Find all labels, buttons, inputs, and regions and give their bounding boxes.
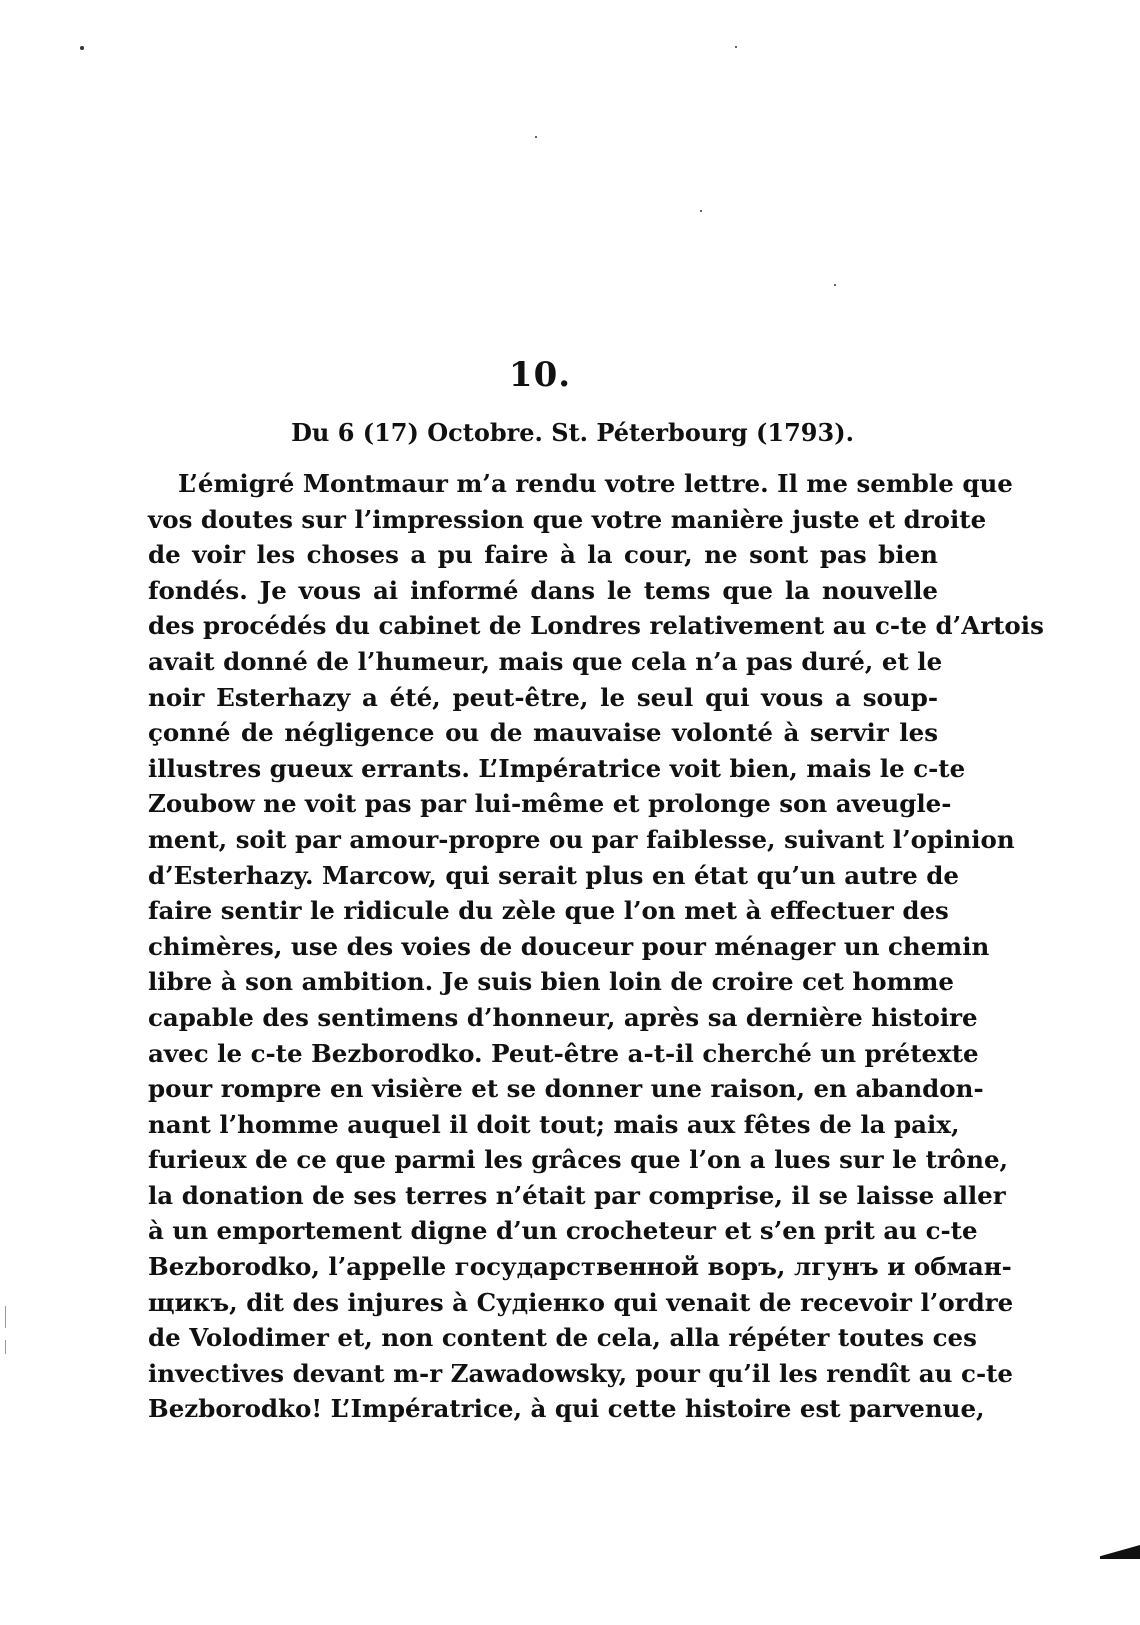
letter-body	[148, 466, 1044, 1427]
body-line: щикъ, dit des injures à Судіенко qui venait de recevoir l’ordre	[148, 1287, 1014, 1317]
body-line: ment, soit par amour-propre ou par faiblesse, suivant l’opinion	[148, 824, 1015, 854]
scan-speck	[700, 210, 702, 212]
body-line: invectives devant m-r Zawadowsky, pour qu’il les rendît au c-te	[148, 1358, 1014, 1388]
body-line: noir Esterhazy a été, peut-être, le seul qui vous a soup-	[148, 682, 938, 712]
body-line: Bezborodko, l’appelle государственной воръ, лгунъ и обман-	[148, 1252, 1012, 1282]
body-line: illustres gueux errants. L’Impératrice voit bien, mais le c-te	[148, 753, 966, 783]
body-line: de voir les choses a pu faire à la cour, ne sont pas bien	[148, 540, 938, 570]
body-line: avec le c-te Bezborodko. Peut-être a-t-il cherché un prétexte	[148, 1038, 979, 1068]
page-corner-mark	[1100, 1545, 1140, 1559]
body-line: des procédés du cabinet de Londres relativement au c-te d’Artois	[148, 611, 1044, 641]
body-line: faire sentir le ridicule du zèle que l’on met à effectuer des	[148, 896, 949, 926]
scan-speck	[80, 46, 84, 50]
margin-mark	[5, 1306, 6, 1328]
body-line: avait donné de l’humeur, mais que cela n’a pas duré, et le	[148, 646, 943, 676]
scan-speck	[535, 136, 537, 138]
body-line: à un emportement digne d’un crocheteur et s’en prit au c-te	[148, 1216, 978, 1246]
scan-speck	[834, 284, 836, 286]
body-line: Bezborodko! L’Impératrice, à qui cette histoire est parvenue,	[148, 1394, 985, 1424]
body-line: Zoubow ne voit pas par lui-même et prolonge son aveugle-	[148, 789, 952, 819]
body-line: chimères, use des voies de douceur pour ménager un chemin	[148, 931, 990, 961]
body-line: capable des sentimens d’honneur, après sa dernière histoire	[148, 1002, 978, 1032]
dateline: Du 6 (17) Octobre. St. Péterbourg (1793).	[291, 418, 854, 447]
body-line: d’Esterhazy. Marcow, qui serait plus en état qu’un autre de	[148, 860, 959, 890]
letter-number: 10.	[508, 355, 572, 395]
body-line: furieux de ce que parmi les grâces que l’on a lues sur le trône,	[148, 1145, 1009, 1175]
margin-mark	[5, 1340, 6, 1354]
body-line: nant l’homme auquel il doit tout; mais aux fêtes de la paix,	[148, 1109, 960, 1139]
body-line: L’émigré Montmaur m’a rendu votre lettre. Il me semble que	[178, 469, 1013, 498]
body-line: vos doutes sur l’impression que votre manière juste et droite	[148, 504, 987, 534]
body-line: pour rompre en visière et se donner une raison, en abandon-	[148, 1074, 984, 1104]
scan-speck	[735, 46, 737, 48]
body-line: libre à son ambition. Je suis bien loin de croire cet homme	[148, 967, 955, 997]
body-line: çonné de négligence ou de mauvaise volonté à servir les	[148, 718, 938, 748]
body-line: fondés. Je vous ai informé dans le tems que la nouvelle	[148, 575, 938, 605]
body-line: la donation de ses terres n’était par comprise, il se laisse aller	[148, 1180, 1006, 1210]
body-line: de Volodimer et, non content de cela, alla répéter toutes ces	[148, 1323, 977, 1353]
